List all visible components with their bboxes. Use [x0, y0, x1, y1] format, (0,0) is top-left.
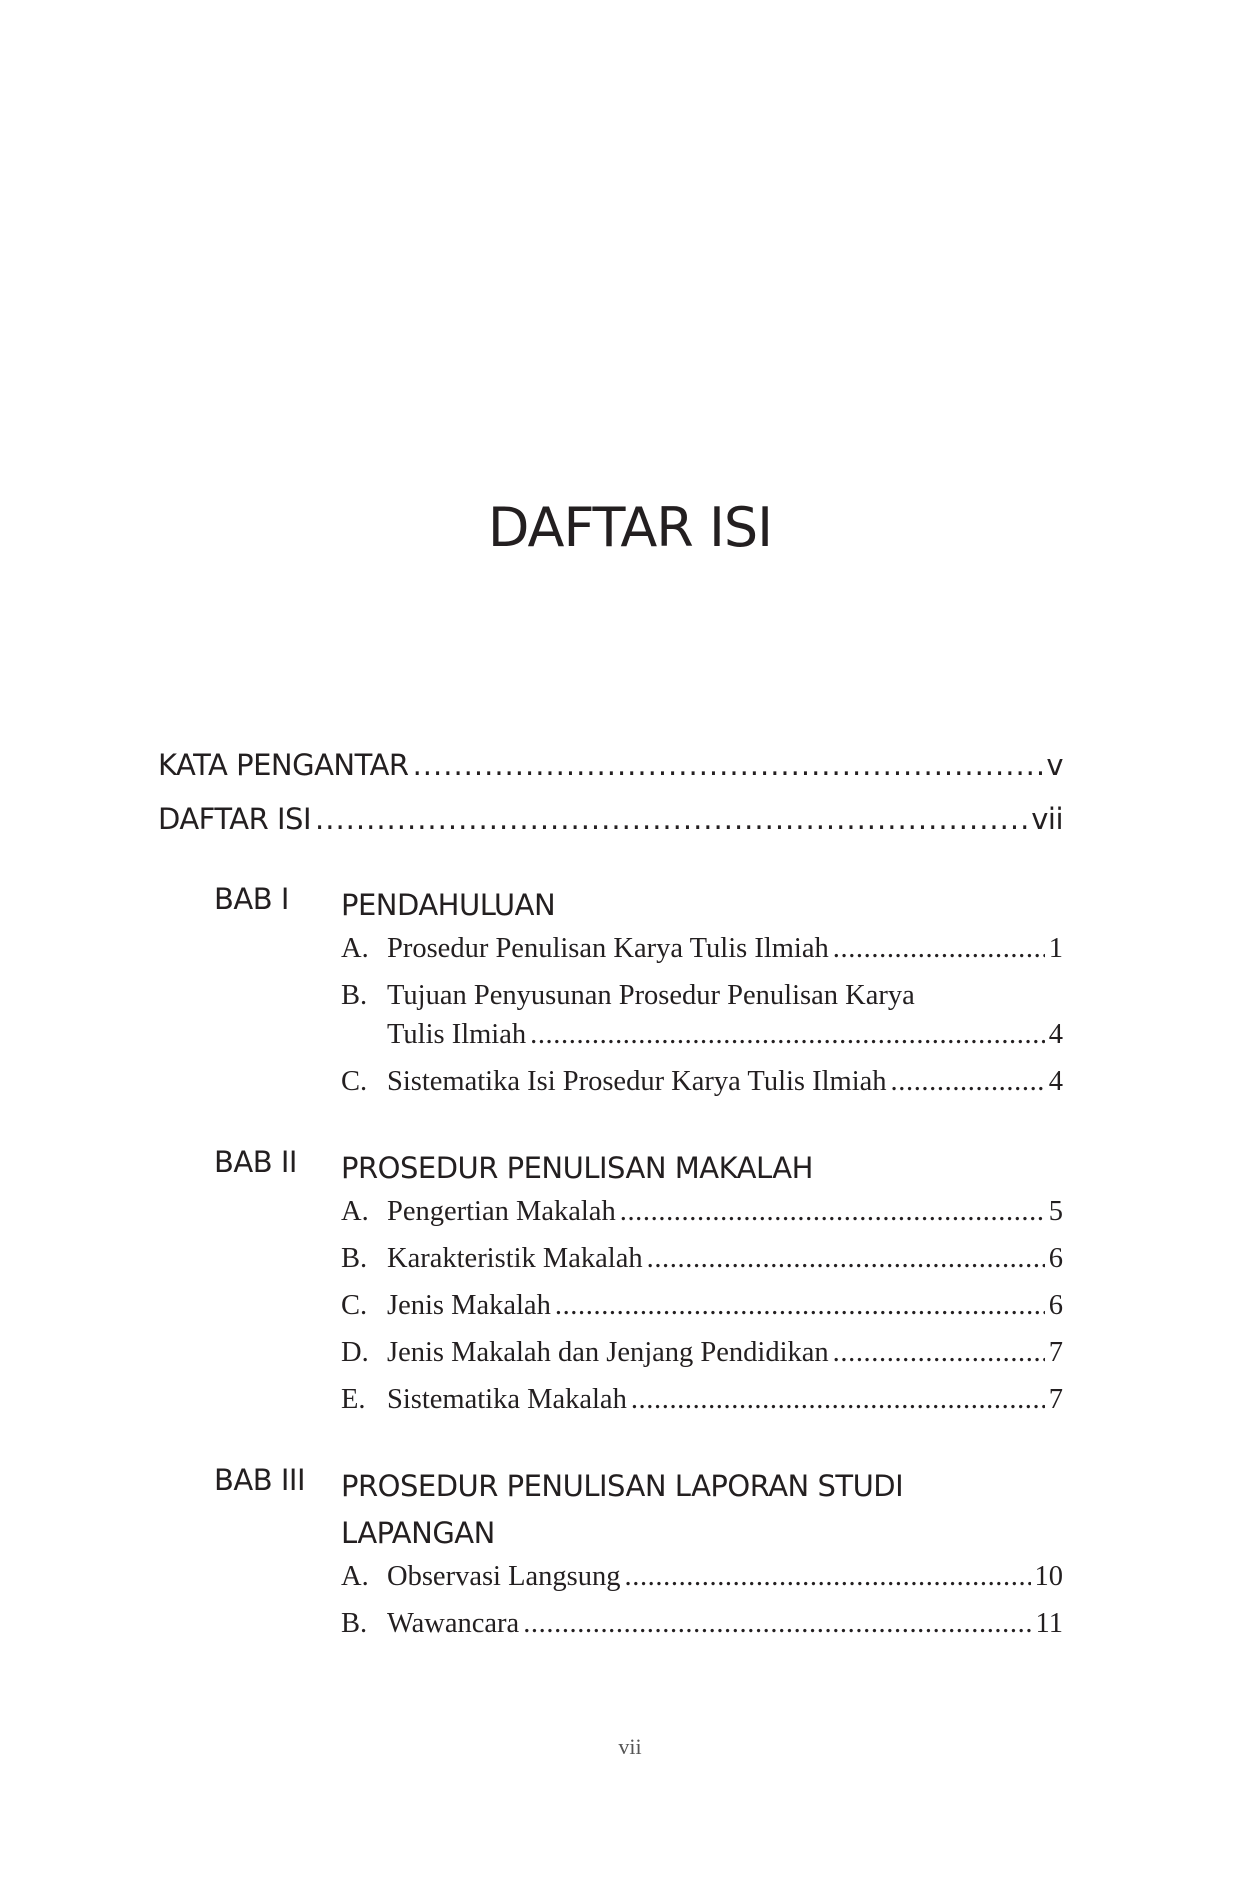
section-page: 7 — [1048, 1337, 1063, 1368]
section-body — [387, 1604, 1063, 1643]
section-label: Sistematika Makalah — [387, 1384, 627, 1415]
dot-leader — [555, 1286, 1045, 1325]
section-letter: B. — [341, 1243, 368, 1274]
toc-section-entry[interactable] — [341, 1380, 1063, 1427]
section-line — [387, 1062, 1063, 1101]
section-label: Jenis Makalah — [387, 1290, 551, 1321]
chapter-title: PENDAHULUAN — [341, 888, 556, 922]
section-line — [387, 929, 1063, 968]
toc-section-entry[interactable] — [341, 1286, 1063, 1333]
section-letter: E. — [341, 1384, 366, 1415]
section-line — [387, 1604, 1063, 1643]
section-label: Jenis Makalah dan Jenjang Pendidikan — [387, 1337, 829, 1368]
dot-leader — [891, 1062, 1045, 1101]
section-label: Karakteristik Makalah — [387, 1243, 643, 1274]
toc-entry-page: v — [1046, 748, 1063, 782]
section-list — [341, 1192, 1063, 1427]
section-label: Pengertian Makalah — [387, 1196, 616, 1227]
section-letter: A. — [341, 1196, 369, 1227]
section-body — [387, 1557, 1063, 1596]
section-body — [387, 976, 1063, 1054]
chapter-number: BAB II — [214, 1145, 297, 1179]
section-line — [387, 1380, 1063, 1419]
dot-leader — [647, 1239, 1045, 1278]
dot-leader — [530, 1015, 1045, 1054]
chapter-list — [158, 882, 1063, 1651]
toc-section-entry[interactable] — [341, 1604, 1063, 1651]
section-label: Sistematika Isi Prosedur Karya Tulis Ilmiah — [387, 1066, 887, 1097]
section-page: 11 — [1035, 1608, 1063, 1639]
dot-leader — [413, 748, 1043, 782]
section-body — [387, 1062, 1063, 1101]
chapter-title: PROSEDUR PENULISAN MAKALAH — [341, 1151, 813, 1185]
toc-entry-daftar-isi[interactable] — [158, 802, 1063, 856]
section-label: Tulis Ilmiah — [387, 1019, 527, 1050]
chapter-number: BAB I — [214, 882, 289, 916]
section-letter: C. — [341, 1290, 368, 1321]
section-body — [387, 1333, 1063, 1372]
toc-section-entry[interactable] — [341, 1192, 1063, 1239]
section-letter: D. — [341, 1337, 369, 1368]
section-body — [387, 1380, 1063, 1419]
section-page: 4 — [1048, 1066, 1063, 1097]
toc-entry-label: DAFTAR ISI — [158, 802, 312, 836]
section-label: Wawancara — [387, 1608, 520, 1639]
section-page: 10 — [1034, 1561, 1063, 1592]
section-body — [387, 1239, 1063, 1278]
section-page: 6 — [1048, 1243, 1063, 1274]
section-text-line: Tujuan Penyusunan Prosedur Penulisan Karya — [387, 980, 915, 1011]
chapter-3 — [158, 1463, 1063, 1651]
section-page: 6 — [1048, 1290, 1063, 1321]
section-line — [387, 1015, 1063, 1054]
section-page: 1 — [1048, 933, 1063, 964]
section-letter: A. — [341, 1561, 369, 1592]
chapter-1 — [158, 882, 1063, 1109]
toc-section-entry[interactable] — [341, 1239, 1063, 1286]
section-body — [387, 929, 1063, 968]
section-body — [387, 1192, 1063, 1231]
page-title: DAFTAR ISI — [487, 496, 773, 559]
dot-leader — [620, 1192, 1045, 1231]
section-line — [387, 1286, 1063, 1325]
chapter-2 — [158, 1145, 1063, 1427]
section-letter: C. — [341, 1066, 368, 1097]
dot-leader — [523, 1604, 1031, 1643]
toc-entry-kata-pengantar[interactable] — [158, 748, 1063, 802]
toc-section-entry[interactable] — [341, 1062, 1063, 1109]
section-line — [387, 1557, 1063, 1596]
toc-entry-page: vii — [1031, 802, 1063, 836]
chapter-number: BAB III — [214, 1463, 306, 1497]
page-number: vii — [618, 1734, 642, 1759]
dot-leader — [631, 1380, 1045, 1419]
section-page: 7 — [1048, 1384, 1063, 1415]
dot-leader — [625, 1557, 1031, 1596]
section-page: 5 — [1048, 1196, 1063, 1227]
toc-section-entry[interactable] — [341, 976, 1063, 1062]
section-page: 4 — [1048, 1019, 1063, 1050]
table-of-contents — [158, 748, 1063, 1651]
dot-leader — [833, 1333, 1045, 1372]
section-letter: A. — [341, 933, 369, 964]
toc-section-entry[interactable] — [341, 929, 1063, 976]
chapter-title: PROSEDUR PENULISAN LAPORAN STUDI LAPANGAN — [341, 1469, 904, 1550]
toc-entry-label: KATA PENGANTAR — [158, 748, 409, 782]
dot-leader — [315, 802, 1027, 836]
toc-section-entry[interactable] — [341, 1333, 1063, 1380]
dot-leader — [833, 929, 1045, 968]
section-line — [387, 1192, 1063, 1231]
section-label: Observasi Langsung — [387, 1561, 621, 1592]
section-list — [341, 929, 1063, 1109]
section-line — [387, 1333, 1063, 1372]
section-letter: B. — [341, 1608, 368, 1639]
section-list — [341, 1557, 1063, 1651]
toc-section-entry[interactable] — [341, 1557, 1063, 1604]
section-letter: B. — [341, 980, 368, 1011]
section-label: Prosedur Penulisan Karya Tulis Ilmiah — [387, 933, 829, 964]
section-body — [387, 1286, 1063, 1325]
section-line — [387, 1239, 1063, 1278]
